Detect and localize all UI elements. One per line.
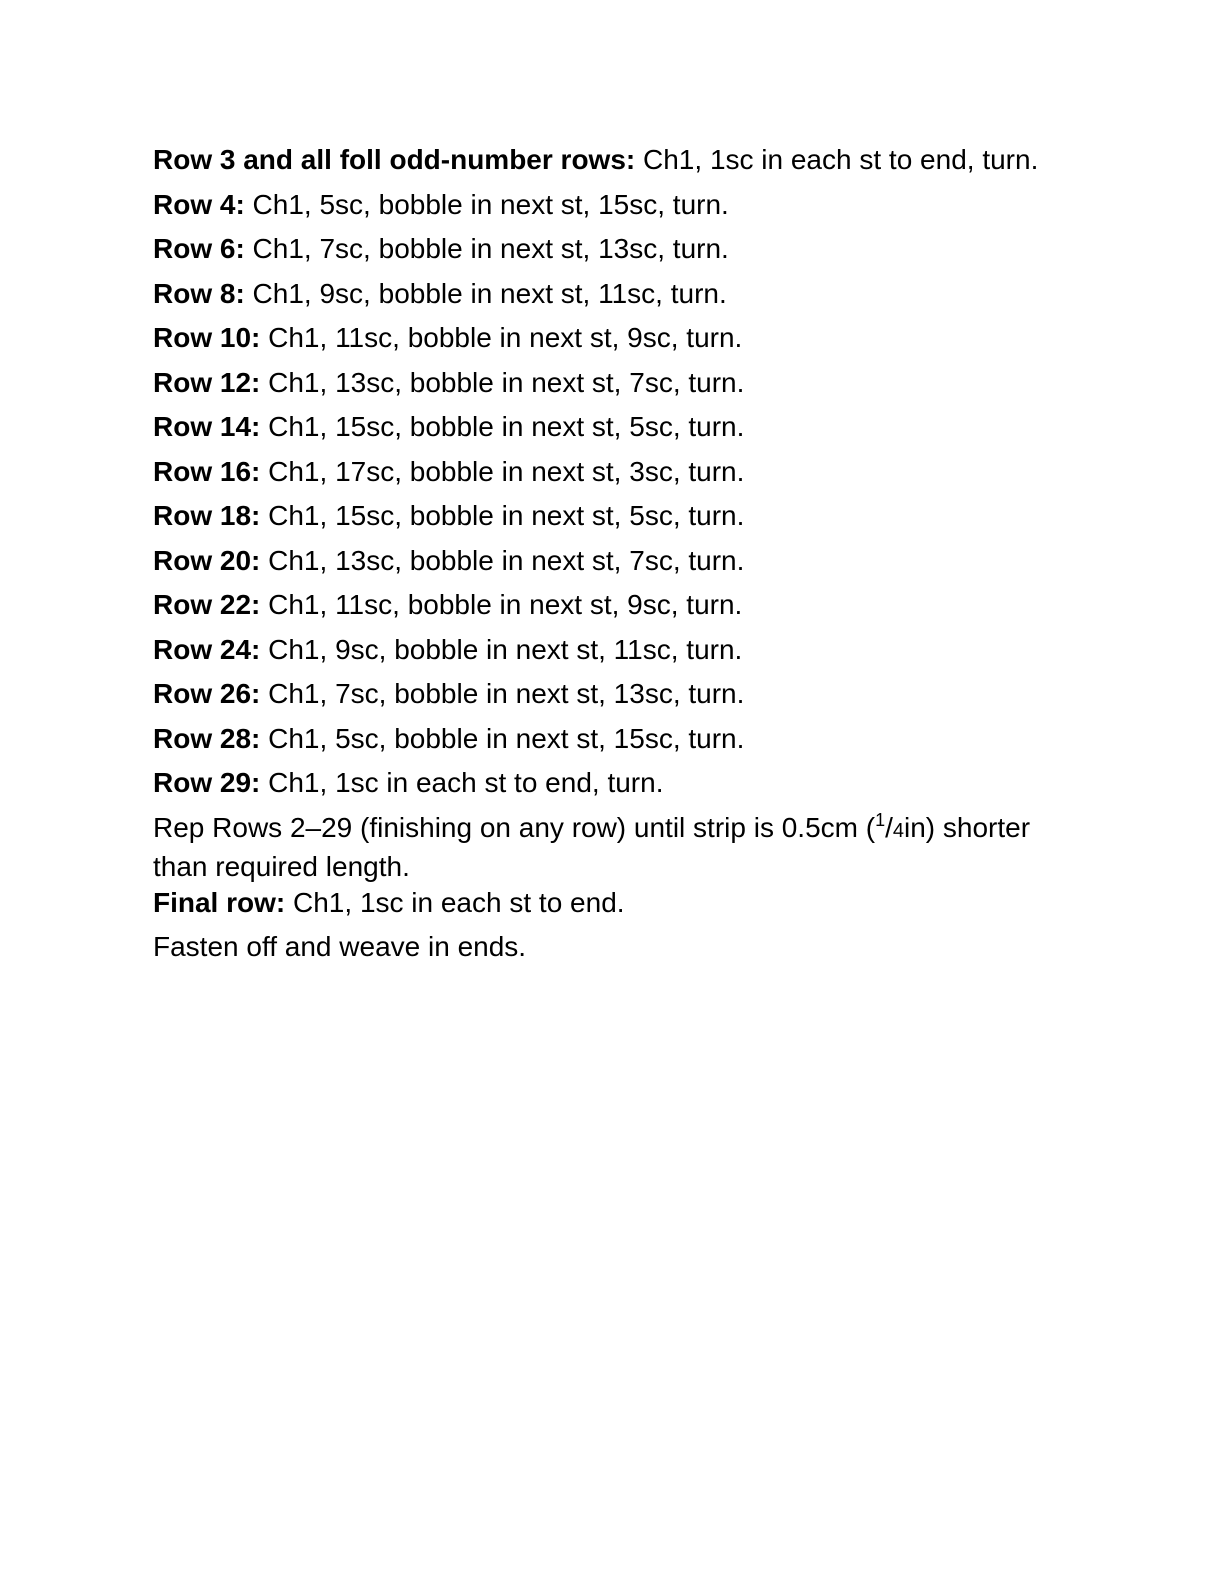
row-text: Ch1, 13sc, bobble in next st, 7sc, turn. bbox=[260, 544, 745, 576]
row-text: Ch1, 15sc, bobble in next st, 5sc, turn. bbox=[260, 411, 745, 442]
row-label: Row 18: bbox=[153, 500, 261, 531]
row-8-instruction bbox=[153, 276, 1053, 312]
row-4-instruction bbox=[153, 187, 1053, 223]
fraction-numerator: 1 bbox=[875, 809, 886, 830]
row-29-instruction bbox=[153, 765, 1053, 801]
row-text: Ch1, 11sc, bobble in next st, 9sc, turn. bbox=[260, 589, 743, 620]
row-18-instruction bbox=[153, 498, 1053, 534]
row-text: Ch1, 9sc, bobble in next st, 11sc, turn. bbox=[244, 277, 727, 309]
row-label: Row 8: bbox=[153, 277, 245, 309]
repeat-text-after: in) shorter than required length. bbox=[153, 811, 1031, 882]
row-label: Row 29: bbox=[153, 767, 261, 798]
row-text: Ch1, 1sc in each st to end, turn. bbox=[260, 767, 664, 798]
row-14-instruction bbox=[153, 409, 1053, 445]
row-text: Ch1, 7sc, bobble in next st, 13sc, turn. bbox=[244, 233, 729, 264]
row-label: Row 24: bbox=[153, 633, 261, 665]
row-label: Row 22: bbox=[153, 589, 261, 620]
row-10-instruction bbox=[153, 320, 1053, 356]
fraction-separator: / bbox=[885, 811, 893, 843]
repeat-text-before: Rep Rows 2–29 (finishing on any row) until strip is 0.5cm ( bbox=[153, 811, 876, 843]
row-label: Row 14: bbox=[153, 411, 261, 442]
fraction-denominator: 4 bbox=[892, 819, 905, 842]
row-label: Row 12: bbox=[153, 366, 261, 398]
repeat-instruction bbox=[153, 810, 1053, 885]
row-text: Ch1, 9sc, bobble in next st, 11sc, turn. bbox=[260, 633, 743, 665]
row-12-instruction bbox=[153, 365, 1053, 401]
row-text: Ch1, 11sc, bobble in next st, 9sc, turn. bbox=[260, 322, 743, 353]
row-label: Row 26: bbox=[153, 678, 261, 709]
row-26-instruction bbox=[153, 676, 1053, 712]
row-text: Ch1, 1sc in each st to end, turn. bbox=[635, 144, 1039, 175]
row-label: Final row: bbox=[153, 886, 286, 918]
row-text: Ch1, 7sc, bobble in next st, 13sc, turn. bbox=[260, 678, 745, 709]
row-label: Row 10: bbox=[153, 322, 261, 353]
row-text: Ch1, 17sc, bobble in next st, 3sc, turn. bbox=[260, 455, 745, 487]
row-label: Row 6: bbox=[153, 233, 245, 264]
row-28-instruction bbox=[153, 721, 1053, 757]
row-label: Row 3 and all foll odd-number rows: bbox=[153, 144, 636, 175]
row-3-instruction bbox=[153, 142, 1053, 178]
final-row-instruction bbox=[153, 885, 1053, 921]
row-6-instruction bbox=[153, 231, 1053, 267]
row-text: Ch1, 1sc in each st to end. bbox=[285, 886, 625, 918]
row-label: Row 4: bbox=[153, 188, 245, 220]
row-24-instruction bbox=[153, 632, 1053, 668]
row-label: Row 16: bbox=[153, 455, 261, 487]
row-20-instruction bbox=[153, 543, 1053, 579]
row-label: Row 20: bbox=[153, 544, 261, 576]
row-text: Ch1, 5sc, bobble in next st, 15sc, turn. bbox=[260, 722, 745, 754]
row-text: Ch1, 5sc, bobble in next st, 15sc, turn. bbox=[244, 188, 729, 220]
row-text: Ch1, 15sc, bobble in next st, 5sc, turn. bbox=[260, 500, 745, 531]
row-22-instruction bbox=[153, 587, 1053, 623]
row-16-instruction bbox=[153, 454, 1053, 490]
closing-instruction: Fasten off and weave in ends. bbox=[153, 931, 527, 962]
pattern-text bbox=[153, 142, 1053, 974]
row-text: Ch1, 13sc, bobble in next st, 7sc, turn. bbox=[260, 366, 745, 398]
row-label: Row 28: bbox=[153, 722, 261, 754]
